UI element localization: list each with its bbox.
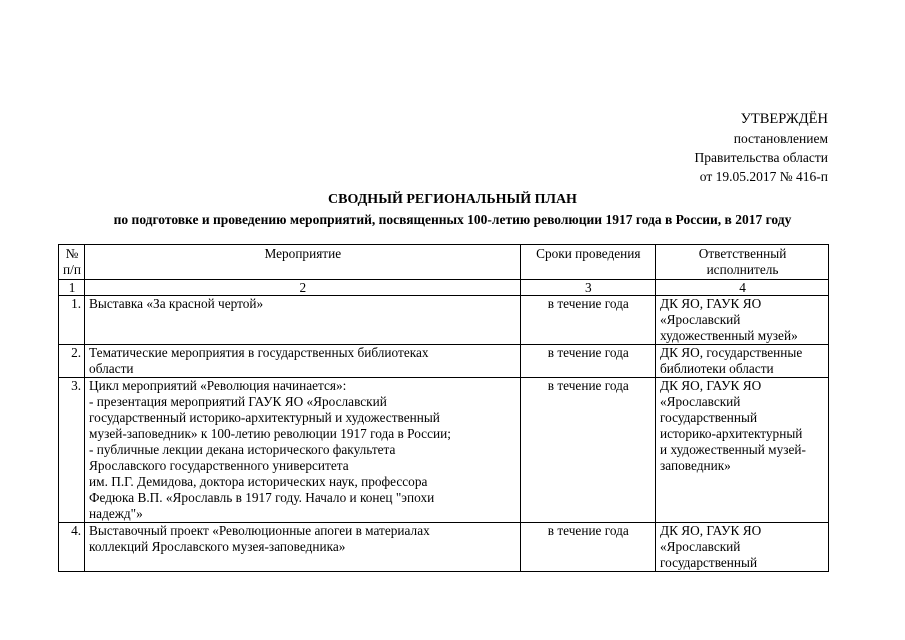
row-owner: ДК ЯО, ГАУК ЯО «Ярославский художественный музей» — [656, 296, 829, 345]
index-cell: 1 — [59, 280, 85, 296]
row-number: 2. — [59, 345, 85, 378]
plan-table — [58, 244, 829, 572]
approval-line-date: от 19.05.2017 № 416-п — [699, 169, 828, 184]
header-num: № п/п — [59, 245, 85, 280]
table-header-row — [59, 245, 829, 280]
index-cell: 3 — [520, 280, 655, 296]
row-number: 3. — [59, 378, 85, 523]
index-cell: 2 — [85, 280, 521, 296]
row-event: Тематические мероприятия в государственных библиотеках области — [85, 345, 521, 378]
row-owner: ДК ЯО, ГАУК ЯО «Ярославский государственный — [656, 523, 829, 572]
row-number: 4. — [59, 523, 85, 572]
table-row — [59, 523, 829, 572]
row-owner: ДК ЯО, государственные библиотеки области — [656, 345, 829, 378]
row-owner: ДК ЯО, ГАУК ЯО «Ярославский государственный историко-архитектурный и художественный музей- заповедник» — [656, 378, 829, 523]
table-row — [59, 296, 829, 345]
header-date: Сроки проведения — [520, 245, 655, 280]
row-number: 1. — [59, 296, 85, 345]
approval-line-government: Правительства области — [694, 150, 828, 165]
header-owner: Ответственный исполнитель — [656, 245, 829, 280]
row-event: Выставочный проект «Революционные апогеи в материалах коллекций Ярославского музея-заповедника» — [85, 523, 521, 572]
header-event: Мероприятие — [85, 245, 521, 280]
row-date: в течение года — [520, 345, 655, 378]
row-date: в течение года — [520, 523, 655, 572]
approval-title: УТВЕРЖДЁН — [740, 111, 828, 127]
row-event: Выставка «За красной чертой» — [85, 296, 521, 345]
document-subtitle: по подготовке и проведению мероприятий, посвященных 100-летию революции 1917 года в России, в 2017 году — [113, 212, 792, 227]
document-title: СВОДНЫЙ РЕГИОНАЛЬНЫЙ ПЛАН — [328, 192, 577, 207]
approval-line-resolution: постановлением — [733, 131, 828, 146]
row-event: Цикл мероприятий «Революция начинается»: - презентация мероприятий ГАУК ЯО «Ярославский государственный историко-архитектурный и художественный музей-заповедник» к 100-летию революции 1917 года в России; - публичные лекции декана исторического факультета Ярославского государственного университета им. П.Г. Демидова, доктора исторических наук, профессора Федюка В.П. «Ярославль в 1917 году. Начало и конец "эпохи надежд"» — [85, 378, 521, 523]
row-date: в течение года — [520, 378, 655, 523]
approval-stamp — [695, 110, 828, 186]
table-row — [59, 345, 829, 378]
column-index-row — [59, 280, 829, 296]
row-date: в течение года — [520, 296, 655, 345]
table-row — [59, 378, 829, 523]
index-cell: 4 — [656, 280, 829, 296]
